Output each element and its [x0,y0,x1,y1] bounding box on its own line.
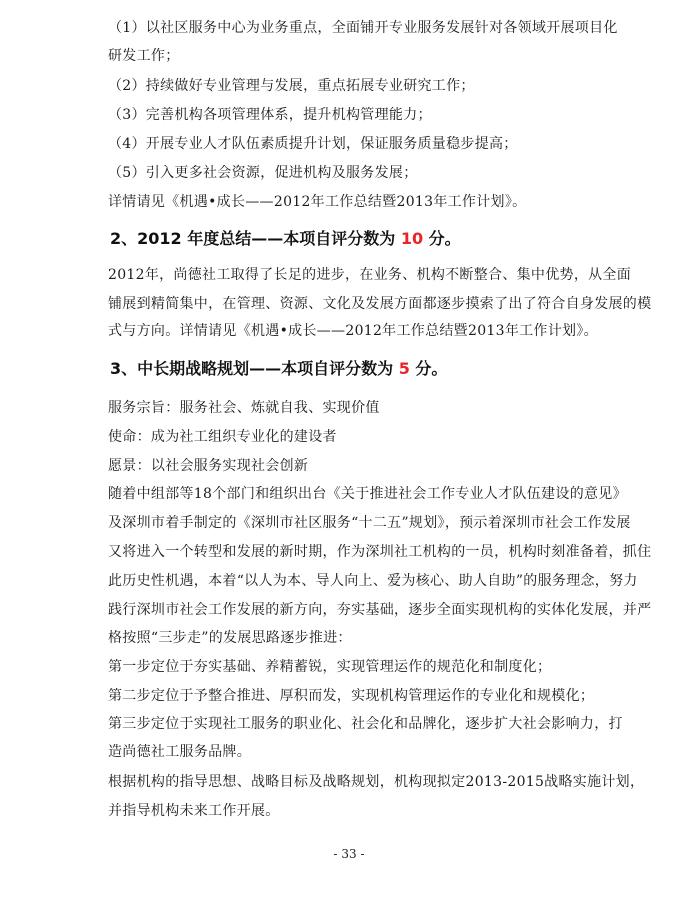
vision-statement: 愿景：以社会服务实现社会创新 [108,458,309,474]
service-purpose: 服务宗旨：服务社会、炼就自我、实现价值 [108,400,380,416]
goal-item-1: （1）以社区服务中心为业务重点，全面铺开专业服务发展针对各领域开展项目化 [108,20,618,36]
step-3: 第三步定位于实现社工服务的职业化、社会化和品牌化，逐步扩大社会影响力，打 [108,716,623,732]
section-3-heading-prefix: 3、中长期战略规划——本项自评分数为 [110,359,399,378]
section-3-heading [110,358,630,380]
section-2-heading-prefix: 2、2012 年度总结——本项自评分数为 [110,229,401,248]
section-3-paragraph-line: 践行深圳市社会工作发展的新方向，夯实基础，逐步全面实现机构的实体化发展，并严 [108,602,652,618]
section-2-paragraph-line: 式与方向。详情请见《机遇•成长——2012年工作总结暨2013年工作计划》。 [108,323,598,339]
section-3-paragraph-line: 格按照“三步走”的发展思路逐步推进： [108,630,352,646]
step-2: 第二步定位于予整合推进、厚积而发，实现机构管理运作的专业化和规模化； [108,688,595,704]
goal-item-2: （2）持续做好专业管理与发展，重点拓展专业研究工作； [108,78,475,94]
goal-item-5: （5）引入更多社会资源，促进机构及服务发展； [108,165,418,181]
section-3-paragraph-line: 随着中组部等18个部门和组织出台《关于推进社会工作专业人才队伍建设的意见》 [108,486,627,502]
step-3-continued: 造尚德社工服务品牌。 [108,744,251,760]
section-2-paragraph-line: 铺展到精简集中，在管理、资源、文化及发展方面都逐步摸索了出了符合自身发展的模 [108,296,652,312]
section-2-paragraph-line: 2012年，尚德社工取得了长足的进步，在业务、机构不断整合、集中优势，从全面 [108,267,632,283]
mission-statement: 使命：成为社工组织专业化的建设者 [108,429,337,445]
section-3-paragraph-line: 又将进入一个转型和发展的新时期，作为深圳社工机构的一员，机构时刻准备着，抓住 [108,544,652,560]
closing-line: 并指导机构未来工作开展。 [108,803,280,819]
goal-item-1-continued: 研发工作； [108,48,180,64]
goal-item-4: （4）开展专业人才队伍素质提升计划，保证服务质量稳步提高； [108,136,518,152]
goals-reference: 详情请见《机遇•成长——2012年工作总结暨2013年工作计划》。 [108,194,527,210]
goal-item-3: （3）完善机构各项管理体系，提升机构管理能力； [108,107,432,123]
section-3-paragraph-line: 此历史性机遇，本着“以人为本、导人向上、爱为核心、助人自助”的服务理念，努力 [108,573,638,589]
step-1: 第一步定位于夯实基础、养精蓄锐，实现管理运作的规范化和制度化； [108,659,552,675]
section-3-paragraph-line: 及深圳市着手制定的《深圳市社区服务“十二五”规划》，预示着深圳市社会工作发展 [108,515,631,531]
section-2-heading [110,228,630,250]
section-3-score: 5 [398,359,410,378]
section-3-heading-suffix: 分。 [409,359,448,378]
page-number: - 33 - [333,847,365,861]
section-2-score: 10 [400,229,424,248]
closing-line: 根据机构的指导思想、战略目标及战略规划，机构现拟定2013-2015战略实施计划， [108,774,645,790]
section-2-heading-suffix: 分。 [423,229,461,248]
